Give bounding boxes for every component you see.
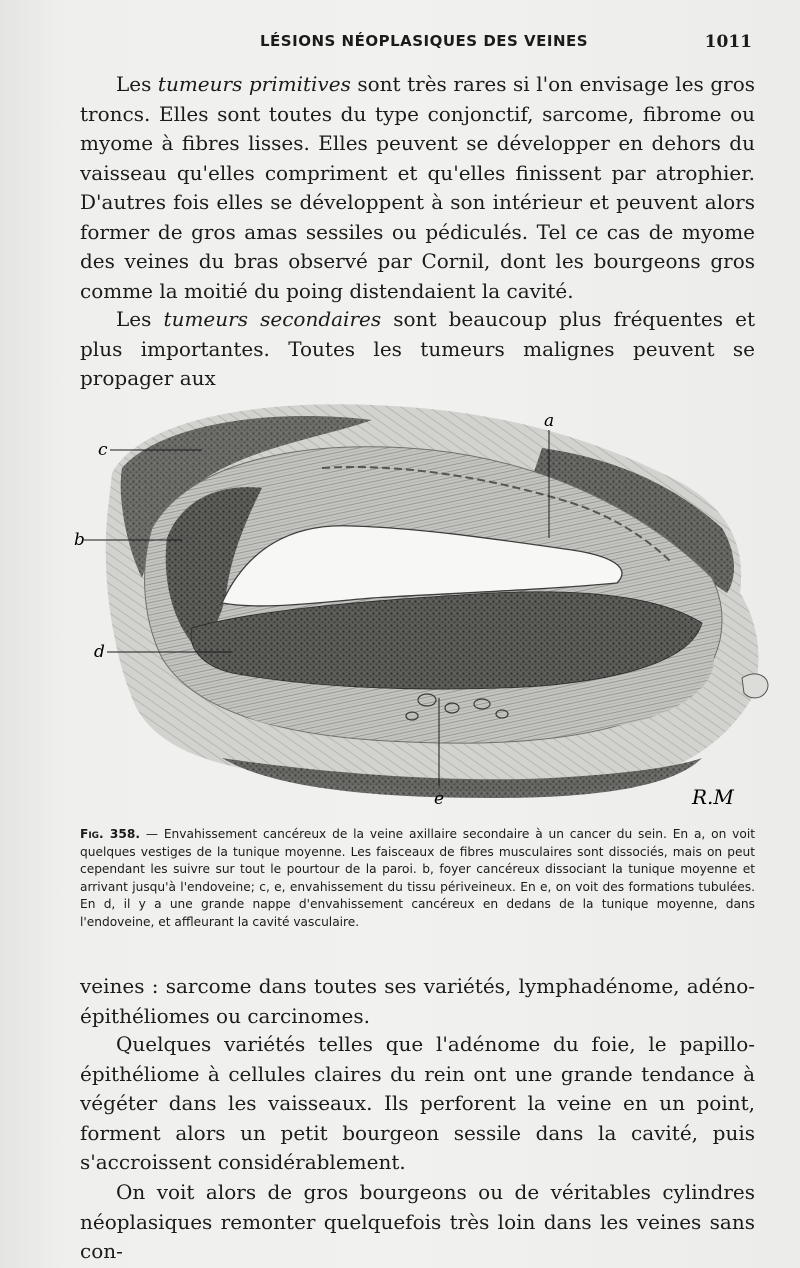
p2-start: Les [116,307,164,331]
paragraph-primitive-tumors [80,70,755,306]
p2-emphasis: tumeurs secondaires [163,307,382,331]
p2-rest: sont beaucoup plus fréquentes et plus importantes. Toutes les tumeurs malignes peuvent se propager aux [80,307,755,390]
p1-rest: sont très rares si l'on envisage les gros troncs. Elles sont toutes du type conjonctif, sarcome, fibrome ou myome à fibres lisses. Elles peuvent se développer en dehors du vaisseau qu'elles compriment et qu'elles finissent par atrophier. D'autres fois elles se développent à son intérieur et peuvent alors former de gros amas sessiles ou pédiculés. Tel ce cas de myome des veines du bras observé par Cornil, dont les bourgeons gros comme la moitié du poing distendaient la cavité. [80,72,755,303]
label-d: d [94,642,105,662]
p1-emphasis: tumeurs primitives [157,72,351,96]
page-number: 1011 [704,32,752,52]
p1-start: Les [116,72,158,96]
caption-text: — Envahissement cancéreux de la veine axillaire secondaire à un cancer du sein. En a, on voit quelques vestiges de la tunique moyenne. Les faisceaux de fibres musculaires sont dissociés, mais on peut cependant les suivre sur tout le pourtour de la paroi. b, foyer cancéreux dissociant la tunique moyenne et arrivant jusqu'à l'endoveine; c, e, envahissement du tissu périveineux. En e, on voit des formations tubulées. En d, il y a une grande nappe d'envahissement cancéreux en dedans de la tunique moyenne, dans l'endoveine, et affleurant la cavité vasculaire. [80,827,755,929]
label-e: e [434,789,445,809]
figure-caption [80,826,755,932]
vein-section-illustration [72,378,772,818]
label-b: b [74,530,85,550]
paragraph-varieties: Quelques variétés telles que l'adénome du foie, le papillo-épithéliome à cellules claires du rein ont une grande tendance à végéter dans les vaisseaux. Ils perforent la veine en un point, forment alors un petit bourgeon sessile dans la cavité, puis s'accroissent considérablement. [80,1032,755,1174]
right-nodule [742,674,768,698]
running-header [80,30,760,56]
paragraph-buds: On voit alors de gros bourgeons ou de véritables cylindres néoplasiques remonter quelquefois très loin dans les veines sans con- [80,1180,755,1263]
caption-figure-number: Fig. 358. [80,827,140,841]
artist-signature: R.M [692,785,734,809]
label-c: c [98,440,108,460]
header-title: LÉSIONS NÉOPLASIQUES DES VEINES [260,32,589,50]
paragraph-veins-list: veines : sarcome dans toutes ses variétés, lymphadénome, adéno-épithéliomes ou carcinomes. [80,974,755,1028]
histology-figure [72,378,772,818]
label-a: a [544,411,555,431]
